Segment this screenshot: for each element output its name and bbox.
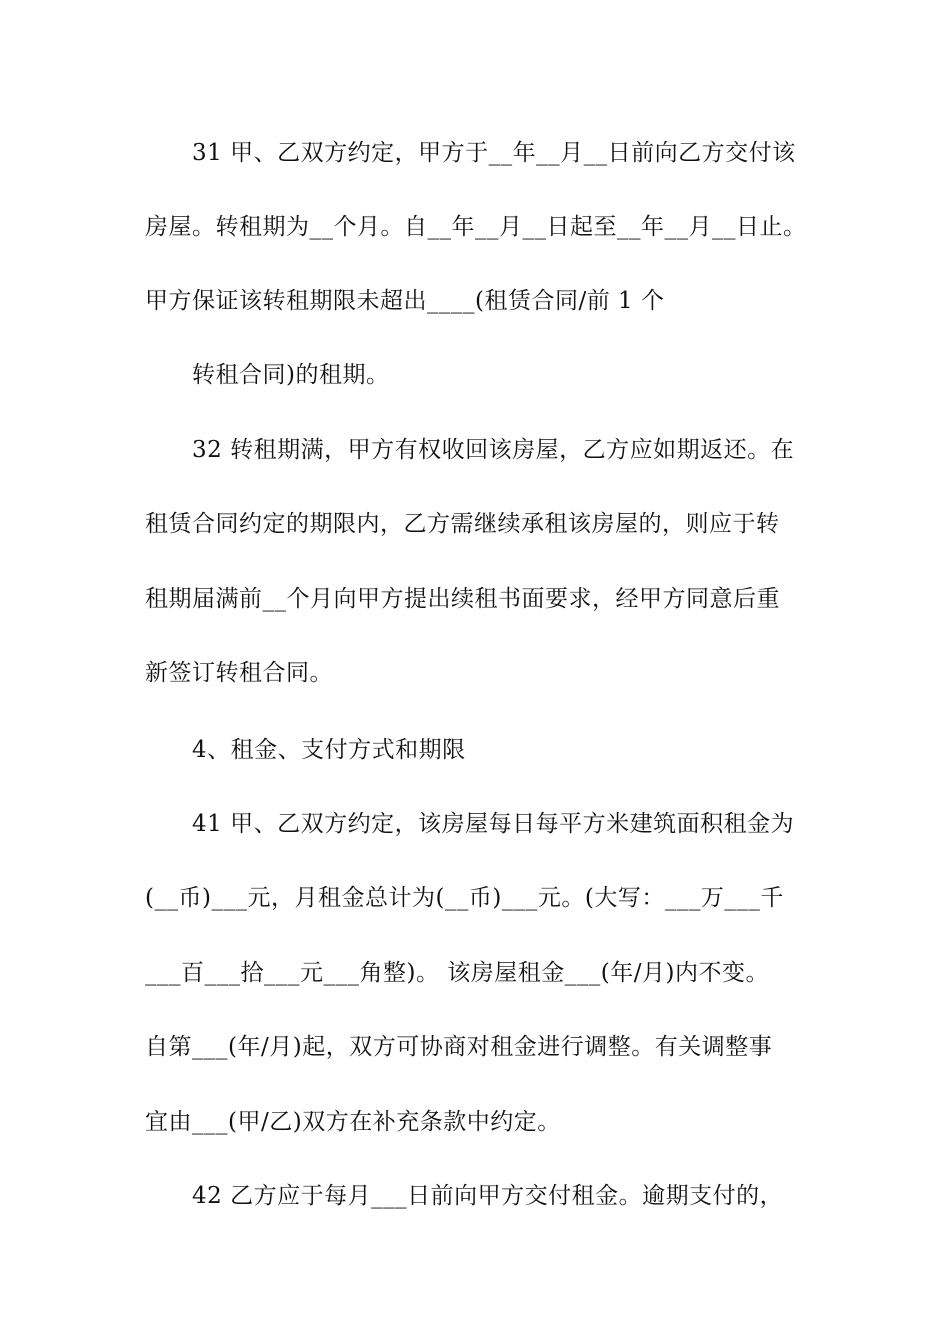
clause-3-1-line-3: 甲方保证该转租期限未超出____(租赁合同/前 1 个 [145,288,665,314]
clause-3-2-line-3: 租期届满前__个月向甲方提出续租书面要求，经甲方同意后重 [145,586,780,612]
clause-4-1-line-3: ___百___拾___元___角整)。 该房屋租金___(年/月)内不变。 [145,960,769,986]
clause-3-1-line-2: 房屋。转租期为__个月。自__年__月__日起至__年__月__日止。 [145,214,807,240]
clause-3-2-line-4: 新签订转租合同。 [145,660,333,686]
clause-4-1-line-5: 宜由___(甲/乙)双方在补充条款中约定。 [145,1109,561,1135]
section-4-heading: 4、租金、支付方式和期限 [192,737,466,763]
clause-3-1-line-1: 31 甲、乙双方约定，甲方于__年__月__日前向乙方交付该 [192,140,796,166]
clause-4-1-line-4: 自第___(年/月)起，双方可协商对租金进行调整。有关调整事 [145,1034,773,1060]
clause-3-2-line-1: 32 转租期满，甲方有权收回该房屋，乙方应如期返还。在 [192,437,795,463]
clause-3-1-line-4: 转租合同)的租期。 [192,362,390,388]
clause-4-2-line-1: 42 乙方应于每月___日前向甲方交付租金。逾期支付的， [192,1183,784,1209]
clause-4-1-line-1: 41 甲、乙双方约定，该房屋每日每平方米建筑面积租金为 [192,811,795,837]
clause-4-1-line-2: (__币)___元，月租金总计为(__币)___元。(大写：___万___千 [145,885,784,911]
clause-3-2-line-2: 租赁合同约定的期限内，乙方需继续承租该房屋的，则应于转 [145,511,780,537]
